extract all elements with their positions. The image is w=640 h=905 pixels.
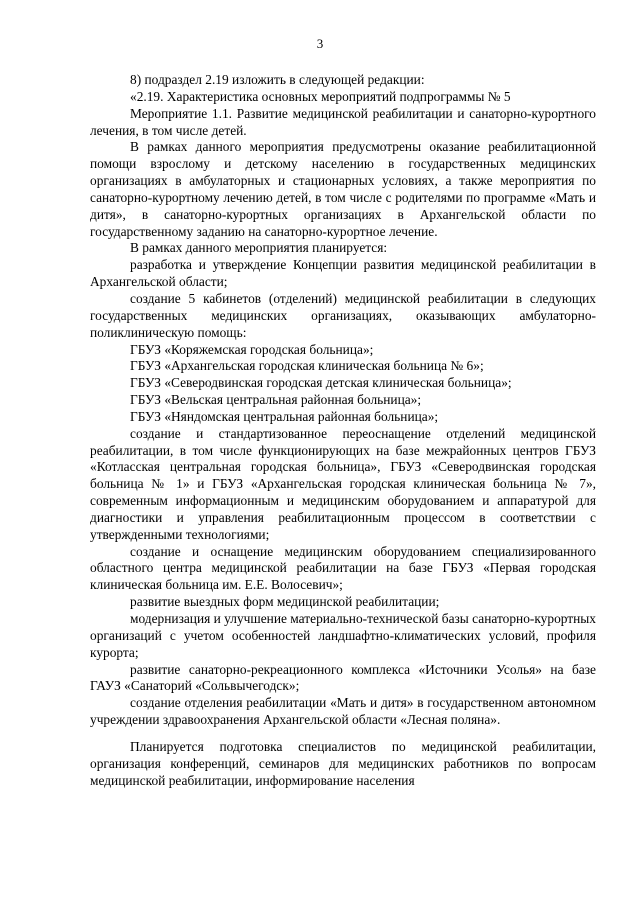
paragraph-training: Планируется подготовка специалистов по медицинской реабилитации, организация конференций, семинаров для медицинских работников по вопросам медицинской реабилитации, информирование населения <box>90 738 596 788</box>
paragraph-outreach: развитие выездных форм медицинской реабилитации; <box>130 594 440 610</box>
paragraph-usolye-complex: развитие санаторно-рекреационного комплекса «Источники Усолья» на базе ГАУЗ «Санаторий «Сольвычегодск»; <box>90 661 596 694</box>
paragraph-concept: разработка и утверждение Концепции развития медицинской реабилитации в Архангельской области; <box>90 257 596 290</box>
document-body <box>90 72 596 789</box>
paragraph-mother-child: создание отделения реабилитации «Мать и дитя» в государственном автономном учреждении здравоохранения Архангельской области «Лесная поляна». <box>90 695 596 728</box>
paragraph-regional-center: создание и оснащение медицинским оборудованием специализированного областного центра медицинской реабилитации на базе ГБУЗ «Первая городская клиническая больница им. Е.Е. Волосевич»; <box>90 543 596 593</box>
list-item-hospital: ГБУЗ «Вельская центральная районная больница»; <box>130 392 422 408</box>
paragraph-cabinets: создание 5 кабинетов (отделений) медицинской реабилитации в следующих государственных медицинских организациях, оказывающих амбулаторно-поликлиническую помощь: <box>90 290 596 340</box>
paragraph-measure-description: В рамках данного мероприятия предусмотрены оказание реабилитационной помощи взрослому и детскому населению в государственных медицинских организациях в амбулаторных и стационарных условиях, а также мероприятия по санаторно-курортному лечению детей, в том числе с родителями по программе «Мать и дитя», в санаторно-курортных организациях в Архангельской области по государственному заданию на санаторно-курортное лечение. <box>90 139 596 239</box>
list-item-hospital: ГБУЗ «Архангельская городская клиническая больница № 6»; <box>130 358 484 374</box>
paragraph-reequipment: создание и стандартизованное переоснащение отделений медицинской реабилитации, в том числе функционирующих на базе межрайонных центров ГБУЗ «Котласская центральная городская больница», ГБУЗ «Северодвинская городская больница № 1» и ГБУЗ «Архангельская городская клиническая больница № 7», современным информационным и медицинским оборудованием и аппаратурой для диагностики и управления реабилитационным процессом в соответствии с утвержденными технологиями; <box>90 425 596 542</box>
page-number: 3 <box>316 36 324 51</box>
paragraph-amendment-item: 8) подраздел 2.19 изложить в следующей редакции: <box>130 72 425 87</box>
paragraph-modernization: модернизация и улучшение материально-технической базы санаторно-курортных организаций с учетом особенностей ландшафтно-климатических условий, профиля курорта; <box>90 611 596 660</box>
list-item-hospital: ГБУЗ «Северодвинская городская детская клиническая больница»; <box>130 375 512 391</box>
list-item-hospital: ГБУЗ «Няндомская центральная районная больница»; <box>130 408 439 424</box>
paragraph-measure-title: Мероприятие 1.1. Развитие медицинской реабилитации и санаторно-курортного лечения, в том числе детей. <box>90 105 596 138</box>
paragraph-planned-intro: В рамках данного мероприятия планируется: <box>130 240 388 256</box>
paragraph-section-heading: «2.19. Характеристика основных мероприятий подпрограммы № 5 <box>130 88 511 104</box>
list-item-hospital: ГБУЗ «Коряжемская городская больница»; <box>130 341 374 357</box>
